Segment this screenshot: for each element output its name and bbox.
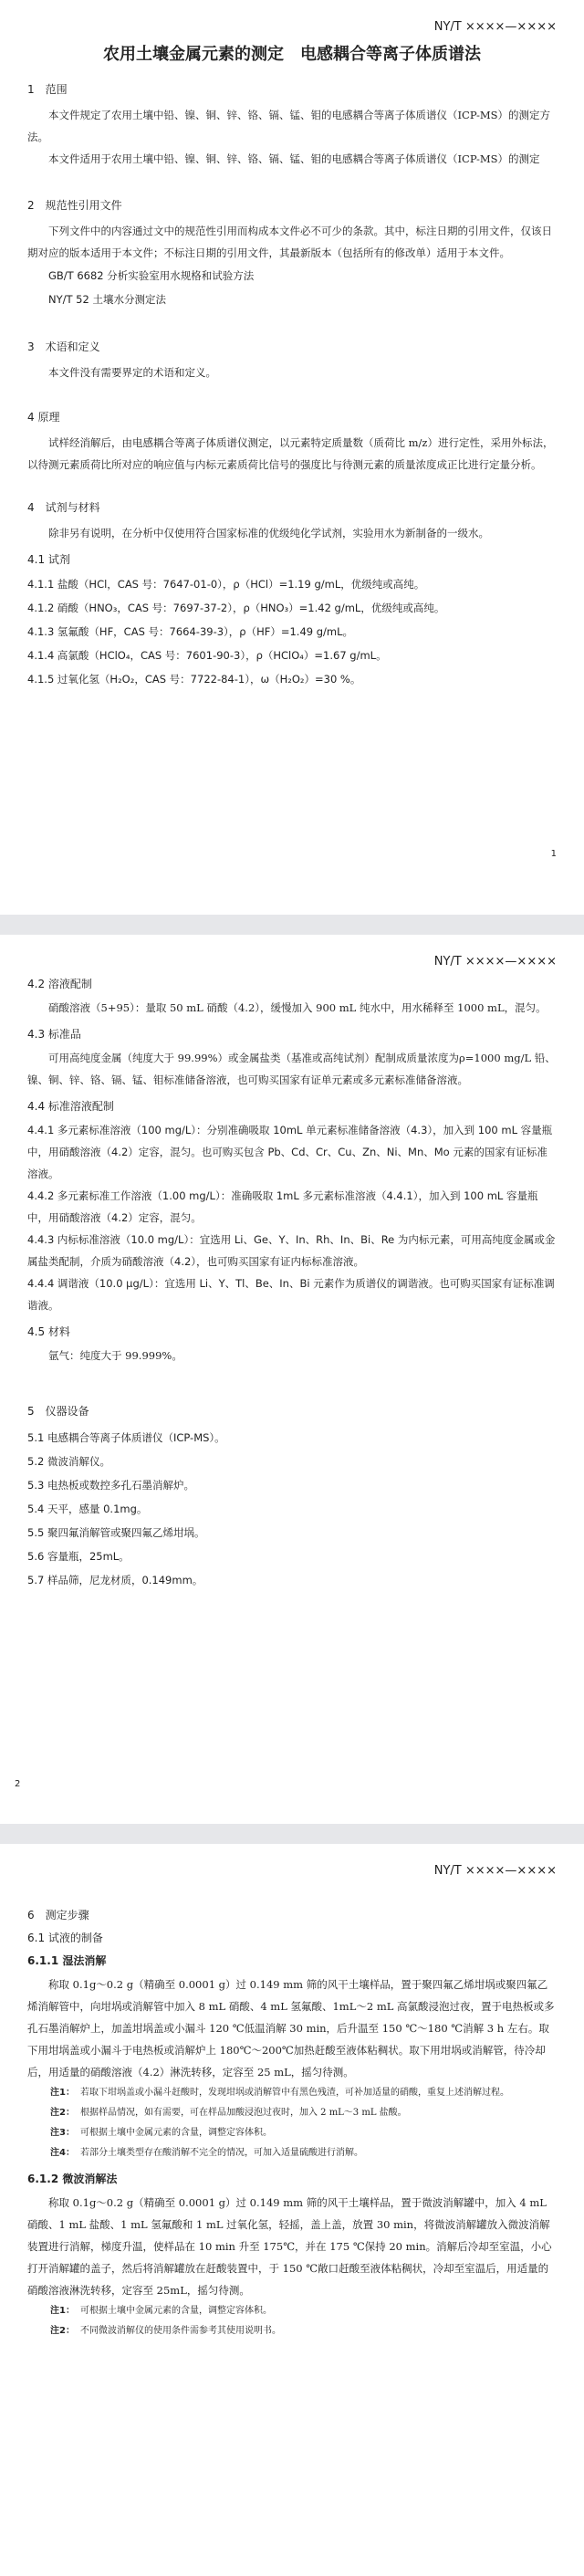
section-heading-normative-references: 2 规范性引用文件 xyxy=(27,199,122,212)
reagent-item: 4.1.2 硝酸（HNO₃，CAS 号：7697-37-2），ρ（HNO₃）=1.42 g/mL，优级纯或高纯。 xyxy=(27,602,445,614)
subsection-heading: 4.4 标准溶液配制 xyxy=(27,1100,114,1113)
paragraph: 称取 0.1g～0.2 g（精确至 0.0001 g）过 0.149 mm 筛的风干土壤样品，置于微波消解罐中，加入 4 mL 硝酸、1 mL 盐酸、1 mL 氢氟酸和 1 mL 过氧化氢，轻摇，盖上盖，放置 30 min，将微波消解罐放入微波消解装置进行消解，梯度升温，使样品在 10 min 升至 175℃，并在 175 ℃保持 20 min。消解后冷却至室温，小心打开消解罐的盖子，然后将消解罐放在赶酸装置中，于 150 ℃敞口赶酸至液体粘稠状，冷却至室温后，用适量的硝酸溶液淋洗转移，定容至 25mL，摇匀待测。 xyxy=(27,2196,552,2297)
section-heading-procedure: 6 测定步骤 xyxy=(27,1909,89,1922)
note: 注2： 根据样品情况，如有需要，可在样品加酸浸泡过夜时，加入 2 mL～3 mL 盐酸。 xyxy=(50,2108,407,2118)
section-heading-scope: 1 范围 xyxy=(27,83,68,96)
reference-item: GB/T 6682 分析实验室用水规格和试验方法 xyxy=(48,269,255,282)
solution-item: 4.4.2 多元素标准工作溶液（1.00 mg/L）：准确吸取 1mL 多元素标准溶液（4.4.1），加入到 100 mL 容量瓶中，用硝酸溶液（4.2）定容，混匀。 xyxy=(27,1189,538,1224)
solution-item: 4.4.1 多元素标准溶液（100 mg/L）：分别准确吸取 10mL 单元素标准储备溶液（4.3），加入到 100 mL 容量瓶中，用硝酸溶液（4.2）定容，混匀。也可购买包含 Pb、Cd、Cr、Cu、Zn、Ni、Mn、Mo 元素的国家有证标准溶液。 xyxy=(27,1124,553,1180)
paragraph: 本文件规定了农用土壤中铅、镍、铜、锌、铬、镉、锰、钼的电感耦合等离子体质谱仪（ICP-MS）的测定方法。 xyxy=(27,109,550,143)
paragraph: 除非另有说明，在分析中仅使用符合国家标准的优级纯化学试剂，实验用水为新制备的一级水。 xyxy=(48,527,489,539)
solution-item: 4.4.4 调谐液（10.0 μg/L）：宜选用 Li、Y、Tl、Be、In、Bi 元素作为质谱仪的调谐液。也可购买国家有证标准调谐液。 xyxy=(27,1277,555,1312)
equipment-item: 5.6 容量瓶，25mL。 xyxy=(27,1550,130,1563)
subsubsection-heading: 6.1.2 微波消解法 xyxy=(27,2173,118,2185)
paragraph: 可用高纯度金属（纯度大于 99.99%）或金属盐类（基准或高纯试剂）配制成质量浓度为ρ=1000 mg/L 铅、镍、铜、锌、铬、镉、锰、钼标准储备溶液，也可购买国家有证单元素或多元素标准储备溶液。 xyxy=(27,1052,556,1086)
reference-item: NY/T 52 土壤水分测定法 xyxy=(48,293,166,306)
section-heading-reagents: 4 试剂与材料 xyxy=(27,501,100,514)
equipment-item: 5.4 天平，感量 0.1mg。 xyxy=(27,1503,148,1515)
page-number: 1 xyxy=(550,849,557,859)
subsection-heading: 6.1 试液的制备 xyxy=(27,1932,103,1944)
equipment-item: 5.7 样品筛，尼龙材质，0.149mm。 xyxy=(27,1574,203,1586)
standard-number: NY/T ××××—×××× xyxy=(433,20,557,34)
paragraph: 本文件适用于农用土壤中铅、镍、铜、锌、铬、镉、锰、钼的电感耦合等离子体质谱仪（ICP-MS）的测定 xyxy=(48,152,540,165)
reagent-item: 4.1.4 高氯酸（HClO₄，CAS 号：7601-90-3），ρ（HClO₄）=1.67 g/mL。 xyxy=(27,649,387,662)
section-heading-instruments: 5 仪器设备 xyxy=(27,1405,89,1418)
standard-number: NY/T ××××—×××× xyxy=(433,955,557,969)
note: 注2： 不同微波消解仪的使用条件需参考其使用说明书。 xyxy=(50,2326,281,2336)
equipment-item: 5.2 微波消解仪。 xyxy=(27,1455,110,1468)
note: 注3： 可根据土壤中金属元素的含量，调整定容体积。 xyxy=(50,2128,272,2138)
subsection-heading: 4.1 试剂 xyxy=(27,553,70,566)
section-heading-principle: 4 原理 xyxy=(27,411,60,424)
document-page-3 xyxy=(0,1844,584,2576)
equipment-item: 5.5 聚四氟消解管或聚四氟乙烯坩埚。 xyxy=(27,1526,205,1539)
equipment-item: 5.3 电热板或数控多孔石墨消解炉。 xyxy=(27,1479,194,1492)
reagent-item: 4.1.3 氢氟酸（HF，CAS 号：7664-39-3），ρ（HF）=1.49 g/mL。 xyxy=(27,625,354,638)
note: 注4： 若部分土壤类型存在酸消解不完全的情况，可加入适量硫酸进行消解。 xyxy=(50,2148,363,2158)
reagent-item: 4.1.1 盐酸（HCl，CAS 号：7647-01-0），ρ（HCl）=1.19 g/mL，优级纯或高纯。 xyxy=(27,578,425,591)
page-number: 2 xyxy=(15,1779,21,1789)
paragraph: 硝酸溶液（5+95）：量取 50 mL 硝酸（4.2），缓慢加入 900 mL 纯水中，用水稀释至 1000 mL，混匀。 xyxy=(48,1001,547,1014)
subsubsection-heading: 6.1.1 湿法消解 xyxy=(27,1954,107,1967)
paragraph: 本文件没有需要界定的术语和定义。 xyxy=(48,366,216,379)
subsection-heading: 4.5 材料 xyxy=(27,1325,70,1338)
subsection-heading: 4.2 溶液配制 xyxy=(27,978,92,990)
solution-item: 4.4.3 内标标准溶液（10.0 mg/L）：宜选用 Li、Ge、Y、In、Rh、In、Bi、Re 为内标元素，可用高纯度金属或金属盐类配制，介质为硝酸溶液（4.2），也可购买国家有证内标标准溶液。 xyxy=(27,1233,556,1268)
paragraph: 下列文件中的内容通过文中的规范性引用而构成本文件必不可少的条款。其中，标注日期的引用文件，仅该日期对应的版本适用于本文件；不标注日期的引用文件，其最新版本（包括所有的修改单）适用于本文件。 xyxy=(27,225,552,259)
note: 注1： 若取下坩埚盖或小漏斗赶酸时，发现坩埚或消解管中有黑色残渣，可补加适量的硝酸，重复上述消解过程。 xyxy=(50,2088,509,2098)
standard-number: NY/T ××××—×××× xyxy=(433,1864,557,1878)
reagent-item: 4.1.5 过氧化氢（H₂O₂，CAS 号：7722-84-1），ω（H₂O₂）=30 %。 xyxy=(27,673,361,686)
paragraph: 试样经消解后，由电感耦合等离子体质谱仪测定，以元素特定质量数（质荷比 m/z）进行定性，采用外标法，以待测元素质荷比所对应的响应值与内标元素质荷比信号的强度比与待测元素的质量浓度成正比进行定量分析。 xyxy=(27,436,554,471)
paragraph: 称取 0.1g～0.2 g（精确至 0.0001 g）过 0.149 mm 筛的风干土壤样品，置于聚四氟乙烯坩埚或聚四氟乙烯消解管中，向坩埚或消解管中加入 8 mL 硝酸、4 mL 氢氟酸、1mL～2 mL 高氯酸浸泡过夜，置于电热板或多孔石墨消解炉上，加盖坩埚盖或小漏斗 120 ℃低温消解 30 min，后升温至 150 ℃～180 ℃消解 3 h 左右。取下用坩埚盖或小漏斗于电热板或消解炉上 180℃～200℃加热赶酸至液体粘稠状。取下用坩埚或消解管，待冷却后，用适量的硝酸溶液（4.2）淋洗转移，定容至 25 mL，摇匀待测。 xyxy=(27,1978,555,2079)
document-page-2 xyxy=(0,935,584,1824)
equipment-item: 5.1 电感耦合等离子体质谱仪（ICP-MS）。 xyxy=(27,1431,225,1444)
document-title: 农用土壤金属元素的测定 电感耦合等离子体质谱法 xyxy=(103,45,481,64)
note: 注1： 可根据土壤中金属元素的含量，调整定容体积。 xyxy=(50,2306,272,2316)
paragraph: 氩气：纯度大于 99.999%。 xyxy=(48,1349,182,1362)
document-page-1 xyxy=(0,0,584,915)
subsection-heading: 4.3 标准品 xyxy=(27,1028,81,1041)
section-heading-terms: 3 术语和定义 xyxy=(27,340,100,353)
